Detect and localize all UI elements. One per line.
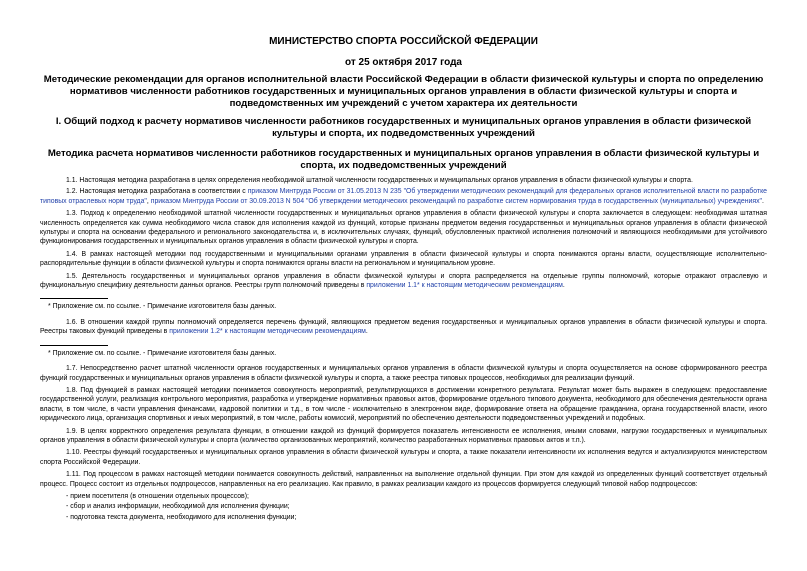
- document-title: Методические рекомендации для органов исполнительной власти Российской Федерации в области физической культуры и спорта по определению нормативов численности работников государственных и муниципальных органов управления в области физической культуры и спорта и подведомственных им учреждений с учетом характера их деятельности: [43, 74, 764, 109]
- paragraph-1-2-text: 1.2. Настоящая методика разработана в соответствии с: [66, 188, 248, 196]
- footnote-divider: [40, 345, 108, 346]
- appendix-1-1-link[interactable]: приложении 1.1* к настоящим методическим рекомендациям: [366, 282, 563, 290]
- paragraph-1-3: 1.3. Подход к определению необходимой штатной численности государственных и муниципальных органов управления в области физической культуры и спорта заключается в следующем: необходимая штатная численность определяется как сумма необходимого числа ставок для исполнения каждой из функций, которые признаны предметом ведения государственных и муниципальных органов управления в области физической культуры и спорта на основании федерального и регионального законодательства и, в исключительных случаях, функций, обусловленных практикой исполнения полномочий и являющихся необходимыми для устойчивого функционирования государственных и муниципальных органов управления в области физической культуры и спорта.: [40, 210, 767, 246]
- paragraph-1-1: 1.1. Настоящая методика разработана в целях определения необходимой штатной численности государственных и муниципальных органов управления в области физической культуры и спорта.: [66, 177, 693, 184]
- paragraph-1-11: 1.11. Под процессом в рамках настоящей методики понимается совокупность действий, направленных на выполнение отдельной функции. При этом для каждой из определенных функций соответствует отдельный процесс. Процесс состоит из отдельных подпроцессов, направленных на его реализацию. Как правило, в рамках реализации каждого из процессов формируется следующий типовой набор подпроцессов:: [40, 471, 767, 488]
- order-235-link[interactable]: приказом Минтруда России от 31.05.2013 N 235 "Об утверждении методических рекомендаций для федеральных органов исполнительной власти по разработке типовых отраслевых норм труда": [40, 188, 767, 205]
- paragraph-1-6-end: .: [365, 328, 368, 336]
- document-body: [40, 176, 767, 523]
- section-heading: I. Общий подход к расчету нормативов численности работников государственных и муниципальных органов управления в области физической культуры и спорта, их подведомственных учреждений: [55, 116, 752, 139]
- footnote-divider: [40, 298, 108, 299]
- paragraph-1-6: [40, 318, 767, 337]
- paragraph-1-8: 1.8. Под функцией в рамках настоящей методики понимается совокупность мероприятий, результирующихся в достижении конкретного результата. Результат может быть выражен в следующем: предоставление государственной услуги, реализация контрольного мероприятия, разработка и утверждение нормативных правовых актов, формирование отдельного типового документа, необходимого для обеспечения деятельности органа власти, в том числе, в части управления финансами, кадровой политики и т.д., в том числе - исключительно в электронном виде, формирование ответа на обращение гражданина, органа государственной власти, иного юридического лица, организация спортивных и иных мероприятий, в том числе, работы комиссий, мероприятий по обеспечению деятельности подведомственных учреждений и подобных.: [40, 386, 767, 423]
- methodology-heading: Методика расчета нормативов численности работников государственных и муниципальных органов управления в области физической культуры и спорта, их подведомственных учреждений: [47, 148, 760, 171]
- list-item: - подготовка текста документа, необходимого для исполнения функции;: [66, 513, 297, 521]
- footnote-1: * Приложение см. по ссылке. - Примечание изготовителя базы данных.: [48, 303, 277, 311]
- document-date: от 25 октября 2017 года: [345, 57, 462, 68]
- footnote-2: * Приложение см. по ссылке. - Примечание изготовителя базы данных.: [48, 349, 277, 357]
- appendix-1-2-link[interactable]: приложении 1.2* к настоящим методическим рекомендациям: [169, 328, 366, 336]
- paragraph-1-10: 1.10. Реестры функций государственных и муниципальных органов управления в области физической культуры и спорта, а также показатели интенсивности их исполнения ведутся и актуализируются министерством спорта Российской Федерации.: [40, 449, 767, 466]
- paragraph-1-2-sep: ,: [146, 197, 151, 205]
- paragraph-1-2: [40, 187, 767, 206]
- paragraph-1-6-text: 1.6. В отношении каждой группы полномочий определяется перечень функций, являющихся предметом ведения государственных и муниципальных органов управления в области физической культуры и спорта. Реестры таковых функций приведены в: [40, 318, 767, 336]
- list-item: - прием посетителя (в отношении отдельных процессов);: [66, 492, 249, 500]
- paragraph-1-9: 1.9. В целях корректного определения результата функции, в отношении каждой из функций формируется показатель интенсивности ее исполнения, иными словами, нагрузки государственных и муниципальных органов управления в области физической культуры и спорта (количество организованных мероприятий, количество разработанных нормативных правовых актов и т.п.).: [40, 427, 767, 444]
- paragraph-1-4: 1.4. В рамках настоящей методики под государственными и муниципальными органами управления в области физической культуры и спорта понимаются органы власти, осуществляющие исполнительно-распорядительные функции в области физической культуры и спорта понимаются органы власти на региональном и муниципальном уровне.: [40, 250, 767, 268]
- paragraph-1-5-end: .: [562, 282, 565, 290]
- paragraph-1-2-end: .: [761, 197, 764, 205]
- list-item: - сбор и анализ информации, необходимой для исполнения функции;: [66, 503, 290, 511]
- paragraph-1-5-text: 1.5. Деятельность государственных и муниципальных органов управления в области физической культуры и спорта распределяется на отдельные группы полномочий, которые отражают отраслевую и функциональную специфику деятельности данных органов. Реестры групп полномочий приведены в: [40, 272, 767, 290]
- paragraph-1-5: [40, 272, 767, 291]
- order-504-link[interactable]: приказом Минтруда России от 30.09.2013 N 504 "Об утверждении методических рекомендаций по разработке систем нормирования труда в государственных (муниципальных) учреждениях": [150, 197, 762, 205]
- ministry-heading: МИНИСТЕРСТВО СПОРТА РОССИЙСКОЙ ФЕДЕРАЦИИ: [269, 36, 538, 47]
- paragraph-1-7: 1.7. Непосредственно расчет штатной численности органов государственных и муниципальных органов управления в области физической культуры и спорта осуществляется на основе сформированного реестра функций государственных и муниципальных органов управления в области физической культуры и спорта, а также реестра типовых процессов, необходимых для реализации функций.: [40, 365, 767, 382]
